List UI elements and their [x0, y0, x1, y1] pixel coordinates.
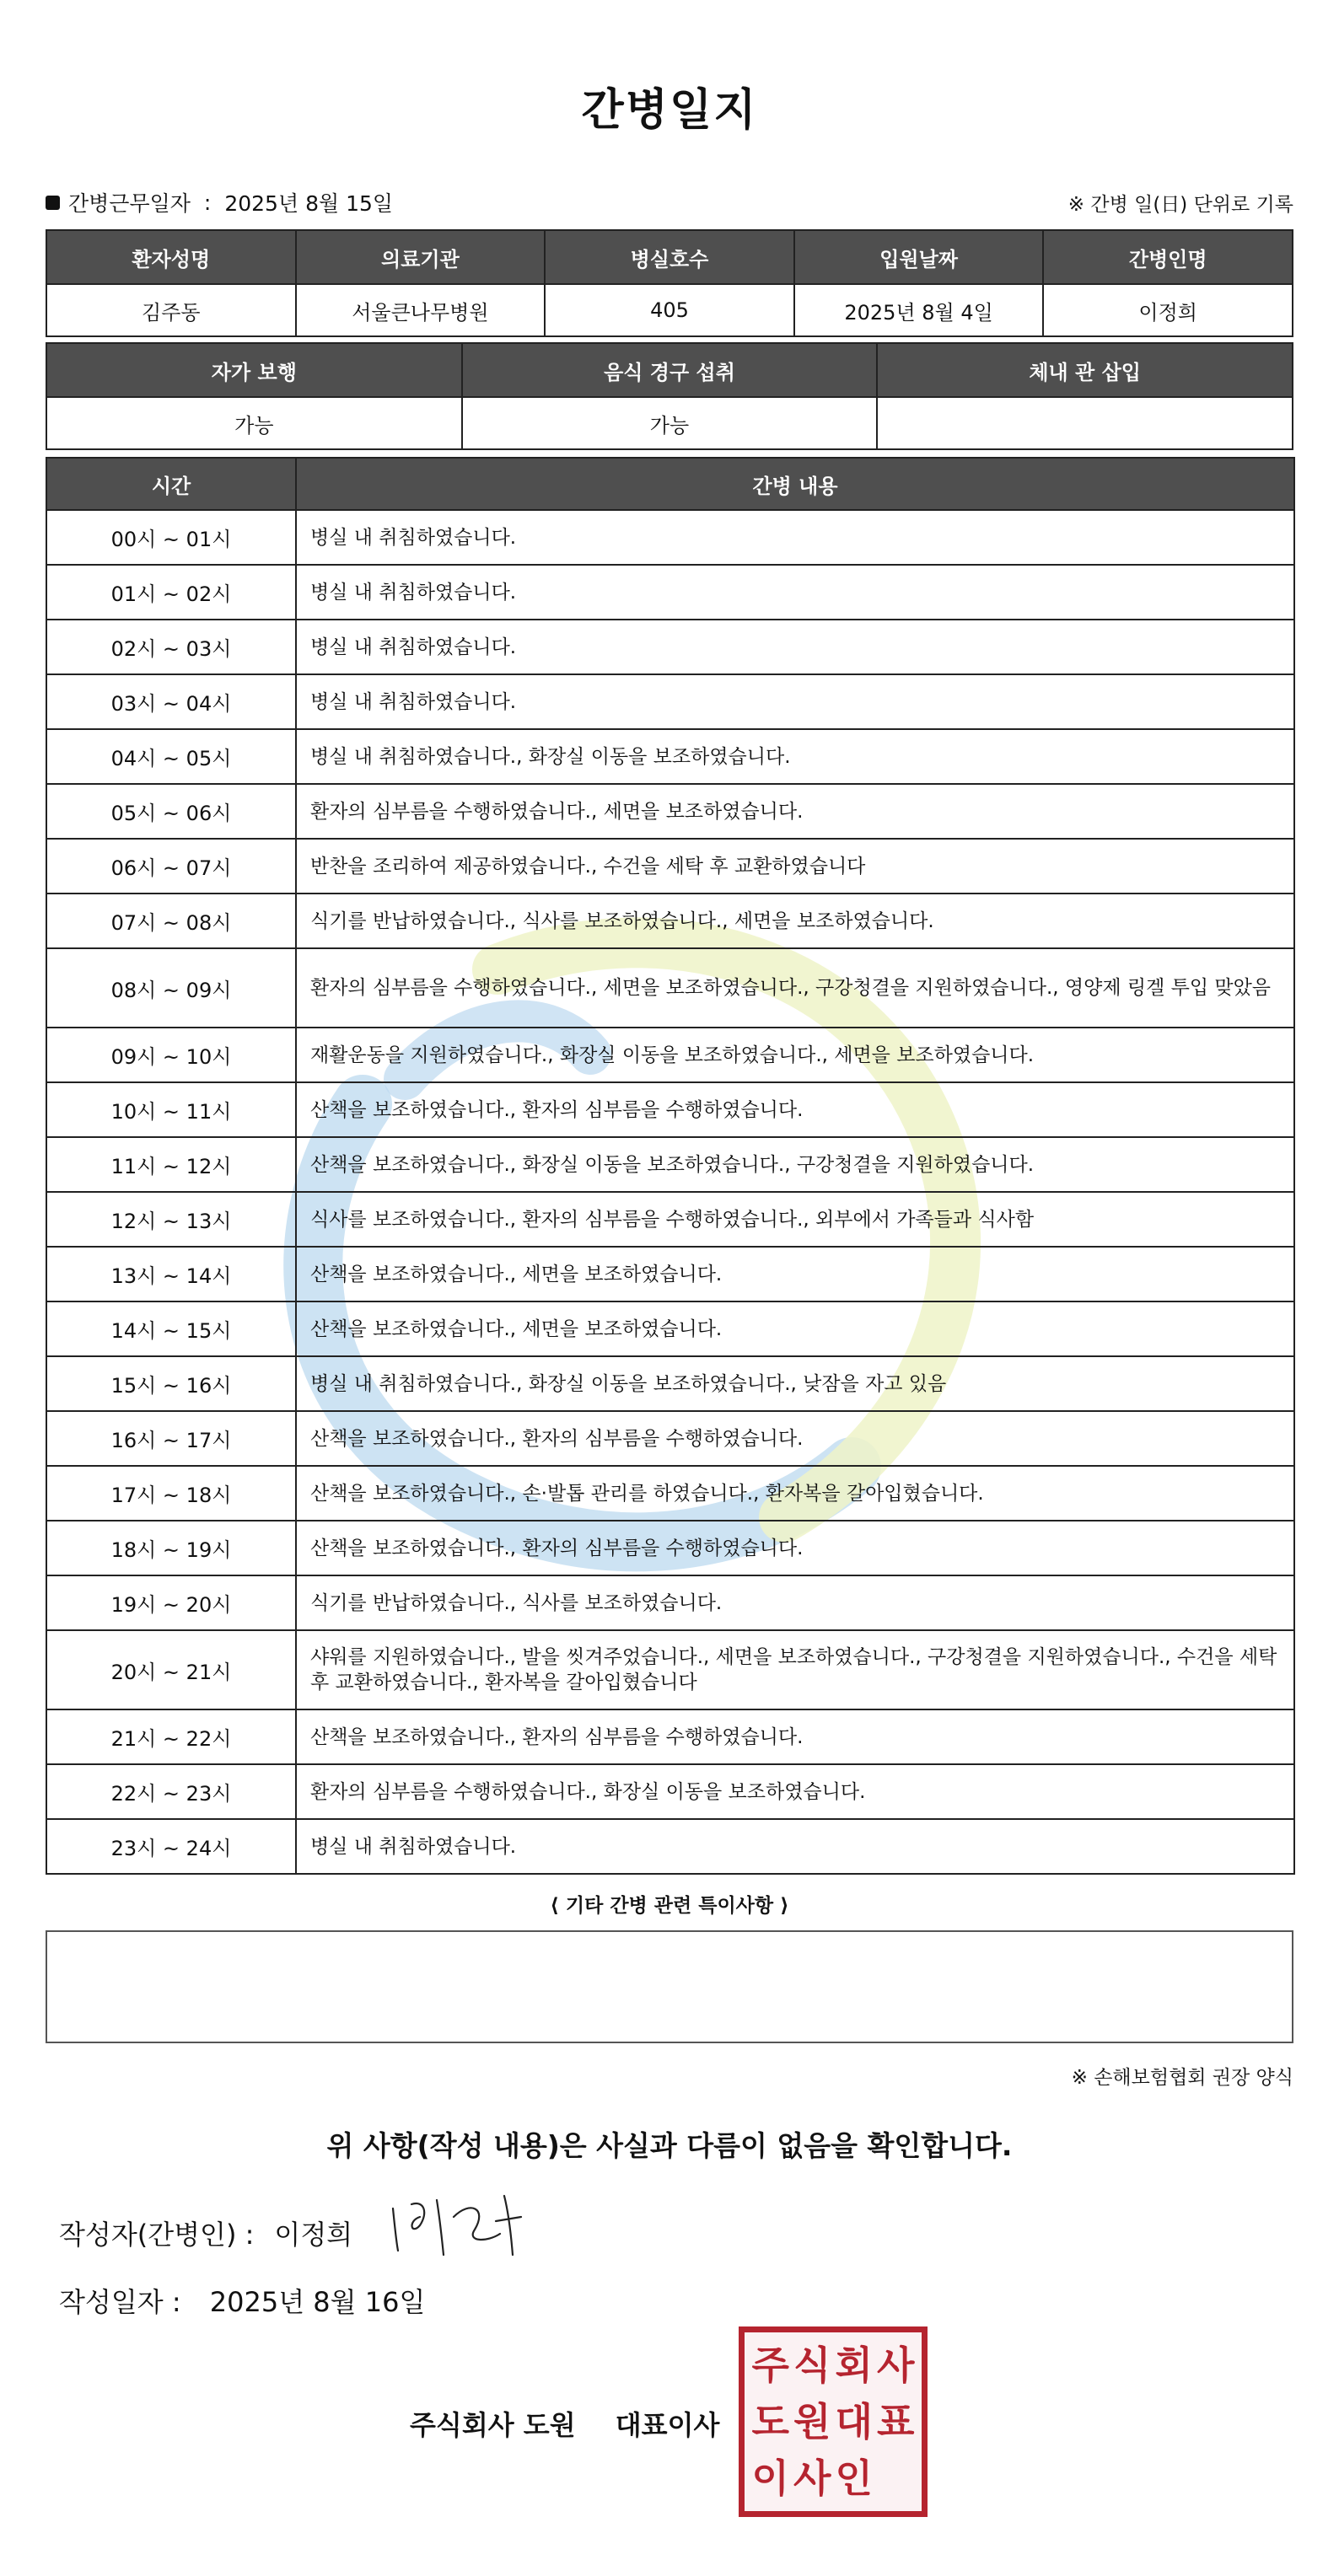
log-content: 산책을 보조하였습니다., 환자의 심부름을 수행하였습니다. [296, 1709, 1294, 1764]
room-number: 405 [545, 284, 794, 336]
log-content: 산책을 보조하였습니다., 세면을 보조하였습니다. [296, 1247, 1294, 1301]
patient-status-table [46, 342, 1293, 450]
log-time: 11시 ~ 12시 [46, 1137, 296, 1192]
log-content: 산책을 보조하였습니다., 화장실 이동을 보조하였습니다., 구강청결을 지원하였습니다. [296, 1137, 1294, 1192]
page-title: 간병일지 [581, 85, 758, 136]
log-content: 환자의 심부름을 수행하였습니다., 세면을 보조하였습니다., 구강청결을 지원하였습니다., 영양제 링겔 투입 맞았음 [296, 948, 1294, 1028]
log-time: 23시 ~ 24시 [46, 1819, 296, 1874]
log-time: 13시 ~ 14시 [46, 1247, 296, 1301]
log-time: 10시 ~ 11시 [46, 1082, 296, 1137]
log-row [46, 1521, 1294, 1575]
square-bullet-icon [46, 196, 60, 210]
log-row [46, 1192, 1294, 1247]
log-row [46, 894, 1294, 948]
log-header-row [46, 458, 1294, 510]
log-time: 16시 ~ 17시 [46, 1411, 296, 1466]
log-time: 04시 ~ 05시 [46, 729, 296, 784]
caregiver-name: 이정희 [1043, 284, 1293, 336]
log-row [46, 948, 1294, 1028]
work-date [46, 187, 393, 217]
patient-info-table [46, 229, 1293, 337]
header-walking: 자가 보행 [46, 343, 462, 397]
log-time: 01시 ~ 02시 [46, 565, 296, 620]
log-content: 환자의 심부름을 수행하였습니다., 화장실 이동을 보조하였습니다. [296, 1764, 1294, 1819]
log-content: 반찬을 조리하여 제공하였습니다., 수건을 세탁 후 교환하였습니다 [296, 839, 1294, 894]
walking-value: 가능 [46, 397, 462, 449]
log-time: 22시 ~ 23시 [46, 1764, 296, 1819]
log-content: 샤워를 지원하였습니다., 발을 씻겨주었습니다., 세면을 보조하였습니다., 구강청결을 지원하였습니다., 수건을 세탁 후 교환하였습니다., 환자복을 갈아입혔습니다 [296, 1630, 1294, 1709]
log-time: 20시 ~ 21시 [46, 1630, 296, 1709]
form-note: ※ 손해보험협회 권장 양식 [1071, 2067, 1293, 2089]
log-row [46, 729, 1294, 784]
meta-row [46, 187, 1293, 217]
log-content: 산책을 보조하였습니다., 환자의 심부름을 수행하였습니다. [296, 1521, 1294, 1575]
log-time: 07시 ~ 08시 [46, 894, 296, 948]
work-date-label: 간병근무일자 [68, 191, 191, 216]
signature [386, 2183, 555, 2259]
log-content: 산책을 보조하였습니다., 손·발톱 관리를 하였습니다., 환자복을 갈아입혔습니다. [296, 1466, 1294, 1521]
log-time: 18시 ~ 19시 [46, 1521, 296, 1575]
care-log-table [46, 457, 1295, 1875]
seal-char: 인 [835, 2455, 873, 2501]
log-row [46, 565, 1294, 620]
log-row [46, 1466, 1294, 1521]
company-name: 주식회사 도원 [410, 2409, 576, 2441]
header-care-content: 간병 내용 [296, 458, 1294, 510]
header-room: 병실호수 [545, 230, 794, 284]
log-row [46, 1630, 1294, 1709]
log-row [46, 1411, 1294, 1466]
log-time: 19시 ~ 20시 [46, 1575, 296, 1630]
log-time: 17시 ~ 18시 [46, 1466, 296, 1521]
unit-note: ※ 간병 일(日) 단위로 기록 [1067, 194, 1293, 216]
log-content: 식기를 반납하였습니다., 식사를 보조하였습니다. [296, 1575, 1294, 1630]
log-time: 06시 ~ 07시 [46, 839, 296, 894]
status-header-row [46, 343, 1293, 397]
tube-value [877, 397, 1293, 449]
log-row [46, 1819, 1294, 1874]
header-caregiver: 간병인명 [1043, 230, 1293, 284]
header-patient-name: 환자성명 [46, 230, 296, 284]
log-content: 식사를 보조하였습니다., 환자의 심부름을 수행하였습니다., 외부에서 가족들과 식사함 [296, 1192, 1294, 1247]
log-content: 산책을 보조하였습니다., 환자의 심부름을 수행하였습니다. [296, 1082, 1294, 1137]
log-row [46, 839, 1294, 894]
log-row [46, 674, 1294, 729]
log-content: 재활운동을 지원하였습니다., 화장실 이동을 보조하였습니다., 세면을 보조하였습니다. [296, 1028, 1294, 1082]
log-time: 15시 ~ 16시 [46, 1356, 296, 1411]
confirmation-statement: 위 사항(작성 내용)은 사실과 다름이 없음을 확인합니다. [326, 2129, 1013, 2162]
work-date-separator: : [203, 190, 212, 215]
seal-char: 도 [751, 2398, 789, 2445]
seal-char: 사 [877, 2343, 915, 2389]
header-time: 시간 [46, 458, 296, 510]
status-value-row [46, 397, 1293, 449]
patient-info-value-row [46, 284, 1293, 336]
log-content: 병실 내 취침하였습니다. [296, 565, 1294, 620]
seal-char: 사 [793, 2455, 831, 2501]
header-admission-date: 입원날짜 [794, 230, 1044, 284]
written-date-value: 2025년 8월 16일 [209, 2286, 426, 2318]
notes-box [46, 1930, 1293, 2043]
log-content: 병실 내 취침하였습니다. [296, 510, 1294, 565]
patient-name: 김주동 [46, 284, 296, 336]
seal-char: 대 [835, 2398, 873, 2445]
hospital-name: 서울큰나무병원 [296, 284, 546, 336]
log-time: 03시 ~ 04시 [46, 674, 296, 729]
log-content: 병실 내 취침하였습니다., 화장실 이동을 보조하였습니다. [296, 729, 1294, 784]
log-content: 환자의 심부름을 수행하였습니다., 세면을 보조하였습니다. [296, 784, 1294, 839]
log-content: 병실 내 취침하였습니다. [296, 620, 1294, 674]
log-time: 02시 ~ 03시 [46, 620, 296, 674]
log-row [46, 1137, 1294, 1192]
log-row [46, 1082, 1294, 1137]
seal-char: 회 [835, 2343, 873, 2389]
log-row [46, 1301, 1294, 1356]
company-line [410, 2404, 719, 2443]
log-time: 08시 ~ 09시 [46, 948, 296, 1028]
log-row [46, 1028, 1294, 1082]
log-time: 00시 ~ 01시 [46, 510, 296, 565]
log-content: 병실 내 취침하였습니다. [296, 674, 1294, 729]
work-date-value: 2025년 8월 15일 [224, 191, 394, 216]
log-row [46, 1764, 1294, 1819]
log-row [46, 1356, 1294, 1411]
log-row [46, 1709, 1294, 1764]
seal-char: 원 [793, 2398, 831, 2445]
seal-char: 이 [751, 2455, 789, 2501]
patient-info-header-row [46, 230, 1293, 284]
header-hospital: 의료기관 [296, 230, 546, 284]
written-date-line [59, 2281, 425, 2320]
notes-title: ⟨ 기타 간병 관련 특이사항 ⟩ [550, 1895, 789, 1917]
company-seal [739, 2326, 928, 2517]
log-time: 21시 ~ 22시 [46, 1709, 296, 1764]
log-content: 산책을 보조하였습니다., 세면을 보조하였습니다. [296, 1301, 1294, 1356]
log-time: 09시 ~ 10시 [46, 1028, 296, 1082]
oral-intake-value: 가능 [462, 397, 878, 449]
admission-date: 2025년 8월 4일 [794, 284, 1044, 336]
log-content: 산책을 보조하였습니다., 환자의 심부름을 수행하였습니다. [296, 1411, 1294, 1466]
seal-char: 표 [877, 2398, 915, 2445]
author-line [59, 2214, 352, 2252]
seal-char: 주 [751, 2343, 789, 2389]
log-content: 병실 내 취침하였습니다., 화장실 이동을 보조하였습니다., 낮잠을 자고 있음 [296, 1356, 1294, 1411]
seal-char: 식 [793, 2343, 831, 2389]
representative-title: 대표이사 [615, 2409, 720, 2441]
log-time: 14시 ~ 15시 [46, 1301, 296, 1356]
log-row [46, 620, 1294, 674]
log-content: 식기를 반납하였습니다., 식사를 보조하였습니다., 세면을 보조하였습니다. [296, 894, 1294, 948]
header-tube: 체내 관 삽입 [877, 343, 1293, 397]
header-oral-intake: 음식 경구 섭취 [462, 343, 878, 397]
log-time: 05시 ~ 06시 [46, 784, 296, 839]
author-name: 이정희 [274, 2219, 353, 2251]
log-time: 12시 ~ 13시 [46, 1192, 296, 1247]
log-row [46, 1247, 1294, 1301]
written-date-label: 작성일자 : [59, 2286, 181, 2318]
log-row [46, 510, 1294, 565]
log-row [46, 784, 1294, 839]
author-label: 작성자(간병인) : [59, 2219, 255, 2251]
log-row [46, 1575, 1294, 1630]
log-content: 병실 내 취침하였습니다. [296, 1819, 1294, 1874]
